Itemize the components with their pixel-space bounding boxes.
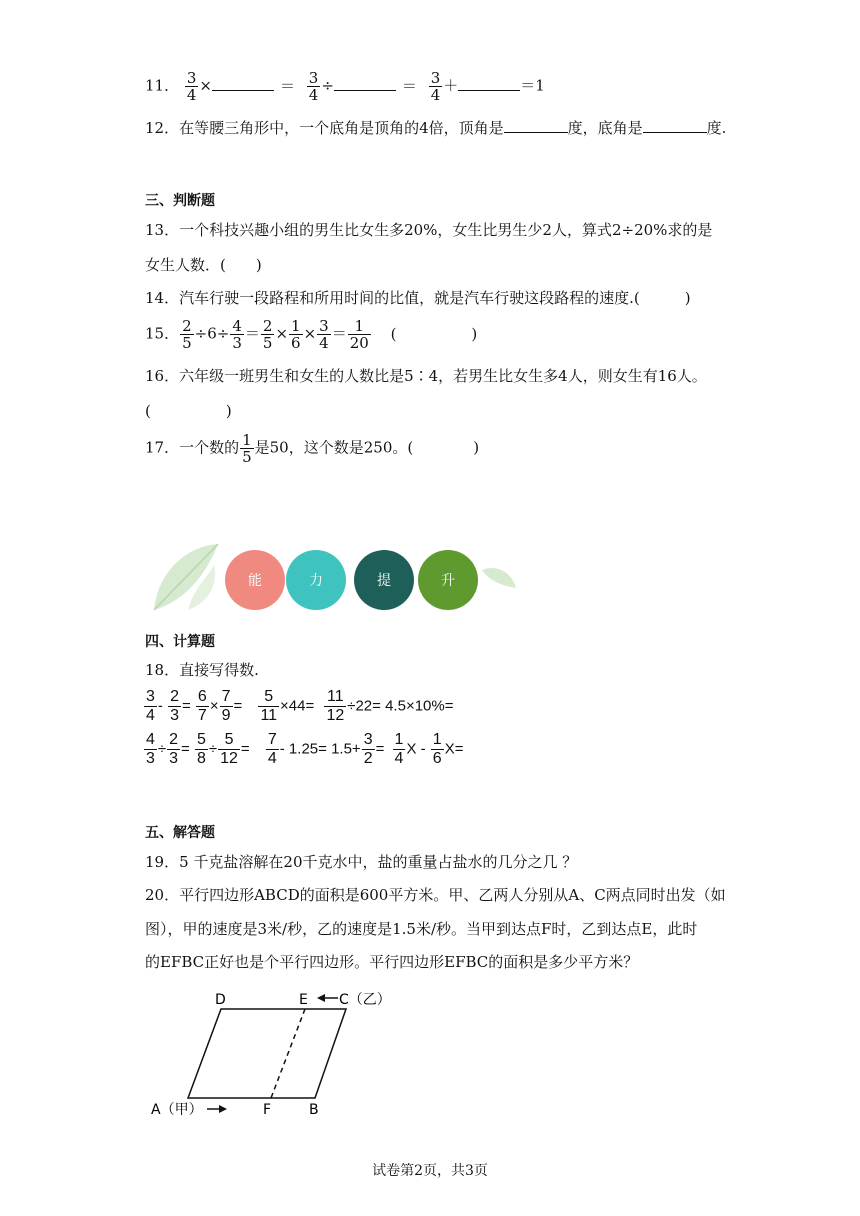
leaf-decoration-left — [148, 540, 228, 612]
section-title: 三、判断题 — [145, 193, 215, 209]
fraction: $\frac{2}{5}$ — [262, 317, 273, 352]
answer-paren[interactable]: ( ) — [390, 324, 478, 343]
fraction: $\frac{7}{9}$ — [221, 688, 231, 724]
calc-row-1: $\frac{3}{4}$ - $\frac{2}{3}$ = $\frac{6}{7}$ × $\frac{7}{9}$ = $\frac{5}{11}$ ×44= $\frac{11}{12}$ ÷22= 4.5×10%= — [146, 688, 454, 724]
page-footer: 试卷第2页，共3页 — [372, 1163, 488, 1179]
banner-circle: 力 — [286, 550, 346, 610]
label-f: F — [263, 1102, 272, 1118]
question-12: 12．在等腰三角形中，一个底角是顶角的4倍，顶角是 度，底角是 度. — [145, 119, 727, 137]
fraction: $\frac{11}{12}$ — [326, 688, 345, 724]
fraction: $\frac{5}{8}$ — [196, 731, 206, 767]
leaf-decoration-right — [480, 564, 520, 594]
fraction: $\frac{5}{11}$ — [260, 688, 278, 724]
fraction: $\frac{4}{3}$ — [232, 317, 242, 352]
answer-blank[interactable] — [504, 132, 568, 133]
ability-banner — [148, 540, 518, 612]
banner-circle: 提 — [354, 550, 414, 610]
label-d: D — [215, 992, 226, 1008]
fraction: $\frac{1}{4}$ — [394, 731, 404, 767]
fraction: $\frac{3}{2}$ — [363, 731, 373, 767]
label-b: B — [309, 1102, 319, 1118]
dashed-line-ef — [271, 1009, 305, 1098]
arrow-left-icon — [317, 994, 325, 1002]
section-title: 四、计算题 — [145, 634, 215, 650]
banner-circle: 能 — [225, 550, 285, 610]
answer-blank[interactable] — [643, 132, 707, 133]
fraction: $\frac{3}{4}$ — [430, 69, 441, 104]
fraction: $\frac{3}{4}$ — [186, 69, 197, 104]
question-13-line1: 13．一个科技兴趣小组的男生比女生多20%，女生比男生少2人，算式2÷20%求的是 — [145, 221, 713, 239]
answer-blank[interactable] — [334, 90, 396, 91]
fraction: $\frac{3}{4}$ — [319, 317, 329, 352]
question-17: 17．一个数的 $\frac{1}{5}$ 是50，这个数是250。( ) — [145, 431, 480, 466]
fraction: $\frac{5}{12}$ — [220, 731, 238, 767]
fraction: $\frac{2}{5}$ — [182, 317, 192, 352]
fraction: $\frac{2}{3}$ — [169, 731, 179, 767]
question-14: 14．汽车行驶一段路程和所用时间的比值，就是汽车行驶这段路程的速度.( ) — [145, 289, 691, 307]
question-20-line3: 的EFBC正好也是个平行四边形。平行四边形EFBC的面积是多少平方米？ — [145, 953, 639, 971]
fraction: $\frac{1}{6}$ — [291, 317, 301, 352]
section-title: 五、解答题 — [145, 825, 215, 841]
fraction: $\frac{1}{5}$ — [242, 431, 252, 466]
fraction: $\frac{3}{4}$ — [308, 69, 319, 104]
question-13-line2: 女生人数．( ) — [145, 256, 262, 274]
fraction: $\frac{1}{6}$ — [432, 731, 442, 767]
fraction: $\frac{2}{3}$ — [170, 688, 179, 724]
question-16-line2[interactable]: ( ) — [145, 402, 232, 420]
question-number: 11． — [145, 76, 180, 95]
label-a: A（甲） — [151, 1102, 203, 1118]
label-c: C（乙） — [339, 992, 391, 1008]
question-19: 19．5 千克盐溶解在20千克水中，盐的重量占盐水的几分之几 ？ — [145, 853, 578, 871]
fraction: $\frac{1}{20}$ — [349, 317, 369, 352]
question-20-line2: 图），甲的速度是3米/秒，乙的速度是1.5米/秒。当甲到达点F时，乙到达点E，此时 — [145, 920, 698, 938]
question-20-line1: 20．平行四边形ABCD的面积是600平方米。甲、乙两人分别从A、C两点同时出发（如 — [145, 886, 726, 904]
calc-row-2: $\frac{4}{3}$ ÷ $\frac{2}{3}$ = $\frac{5}{8}$ ÷ $\frac{5}{12}$ = $\frac{7}{4}$ - 1.25= 1.5+ $\frac{3}{2}$ = $\frac{1}{4}$ X - $\frac{1}{6}$ X= — [146, 731, 464, 767]
question-11: 11． $\frac{3}{4}$ × ＝ $\frac{3}{4}$ ÷ ＝ $\frac{3}{4}$ ＋ ＝1 — [145, 69, 545, 104]
banner-circle: 升 — [418, 550, 478, 610]
fraction: $\frac{4}{3}$ — [146, 731, 155, 767]
parallelogram-figure — [145, 985, 425, 1125]
question-15: 15． $\frac{2}{5}$ ÷6÷ $\frac{4}{3}$ ＝ $\frac{2}{5}$ × $\frac{1}{6}$ × $\frac{3}{4}$ ＝ $\frac{1}{20}$ ( ) — [145, 317, 478, 352]
answer-blank[interactable] — [458, 90, 520, 91]
fraction: $\frac{7}{4}$ — [267, 731, 277, 767]
parallelogram-abcd — [188, 1009, 346, 1098]
fraction: $\frac{6}{7}$ — [197, 688, 207, 724]
answer-blank[interactable] — [212, 90, 274, 91]
arrow-right-icon — [219, 1105, 227, 1113]
question-18-title: 18．直接写得数. — [145, 661, 259, 679]
fraction: $\frac{3}{4}$ — [146, 688, 155, 724]
label-e: E — [299, 992, 308, 1008]
question-16-line1: 16．六年级一班男生和女生的人数比是5∶4，若男生比女生多4人，则女生有16人。 — [145, 367, 707, 385]
